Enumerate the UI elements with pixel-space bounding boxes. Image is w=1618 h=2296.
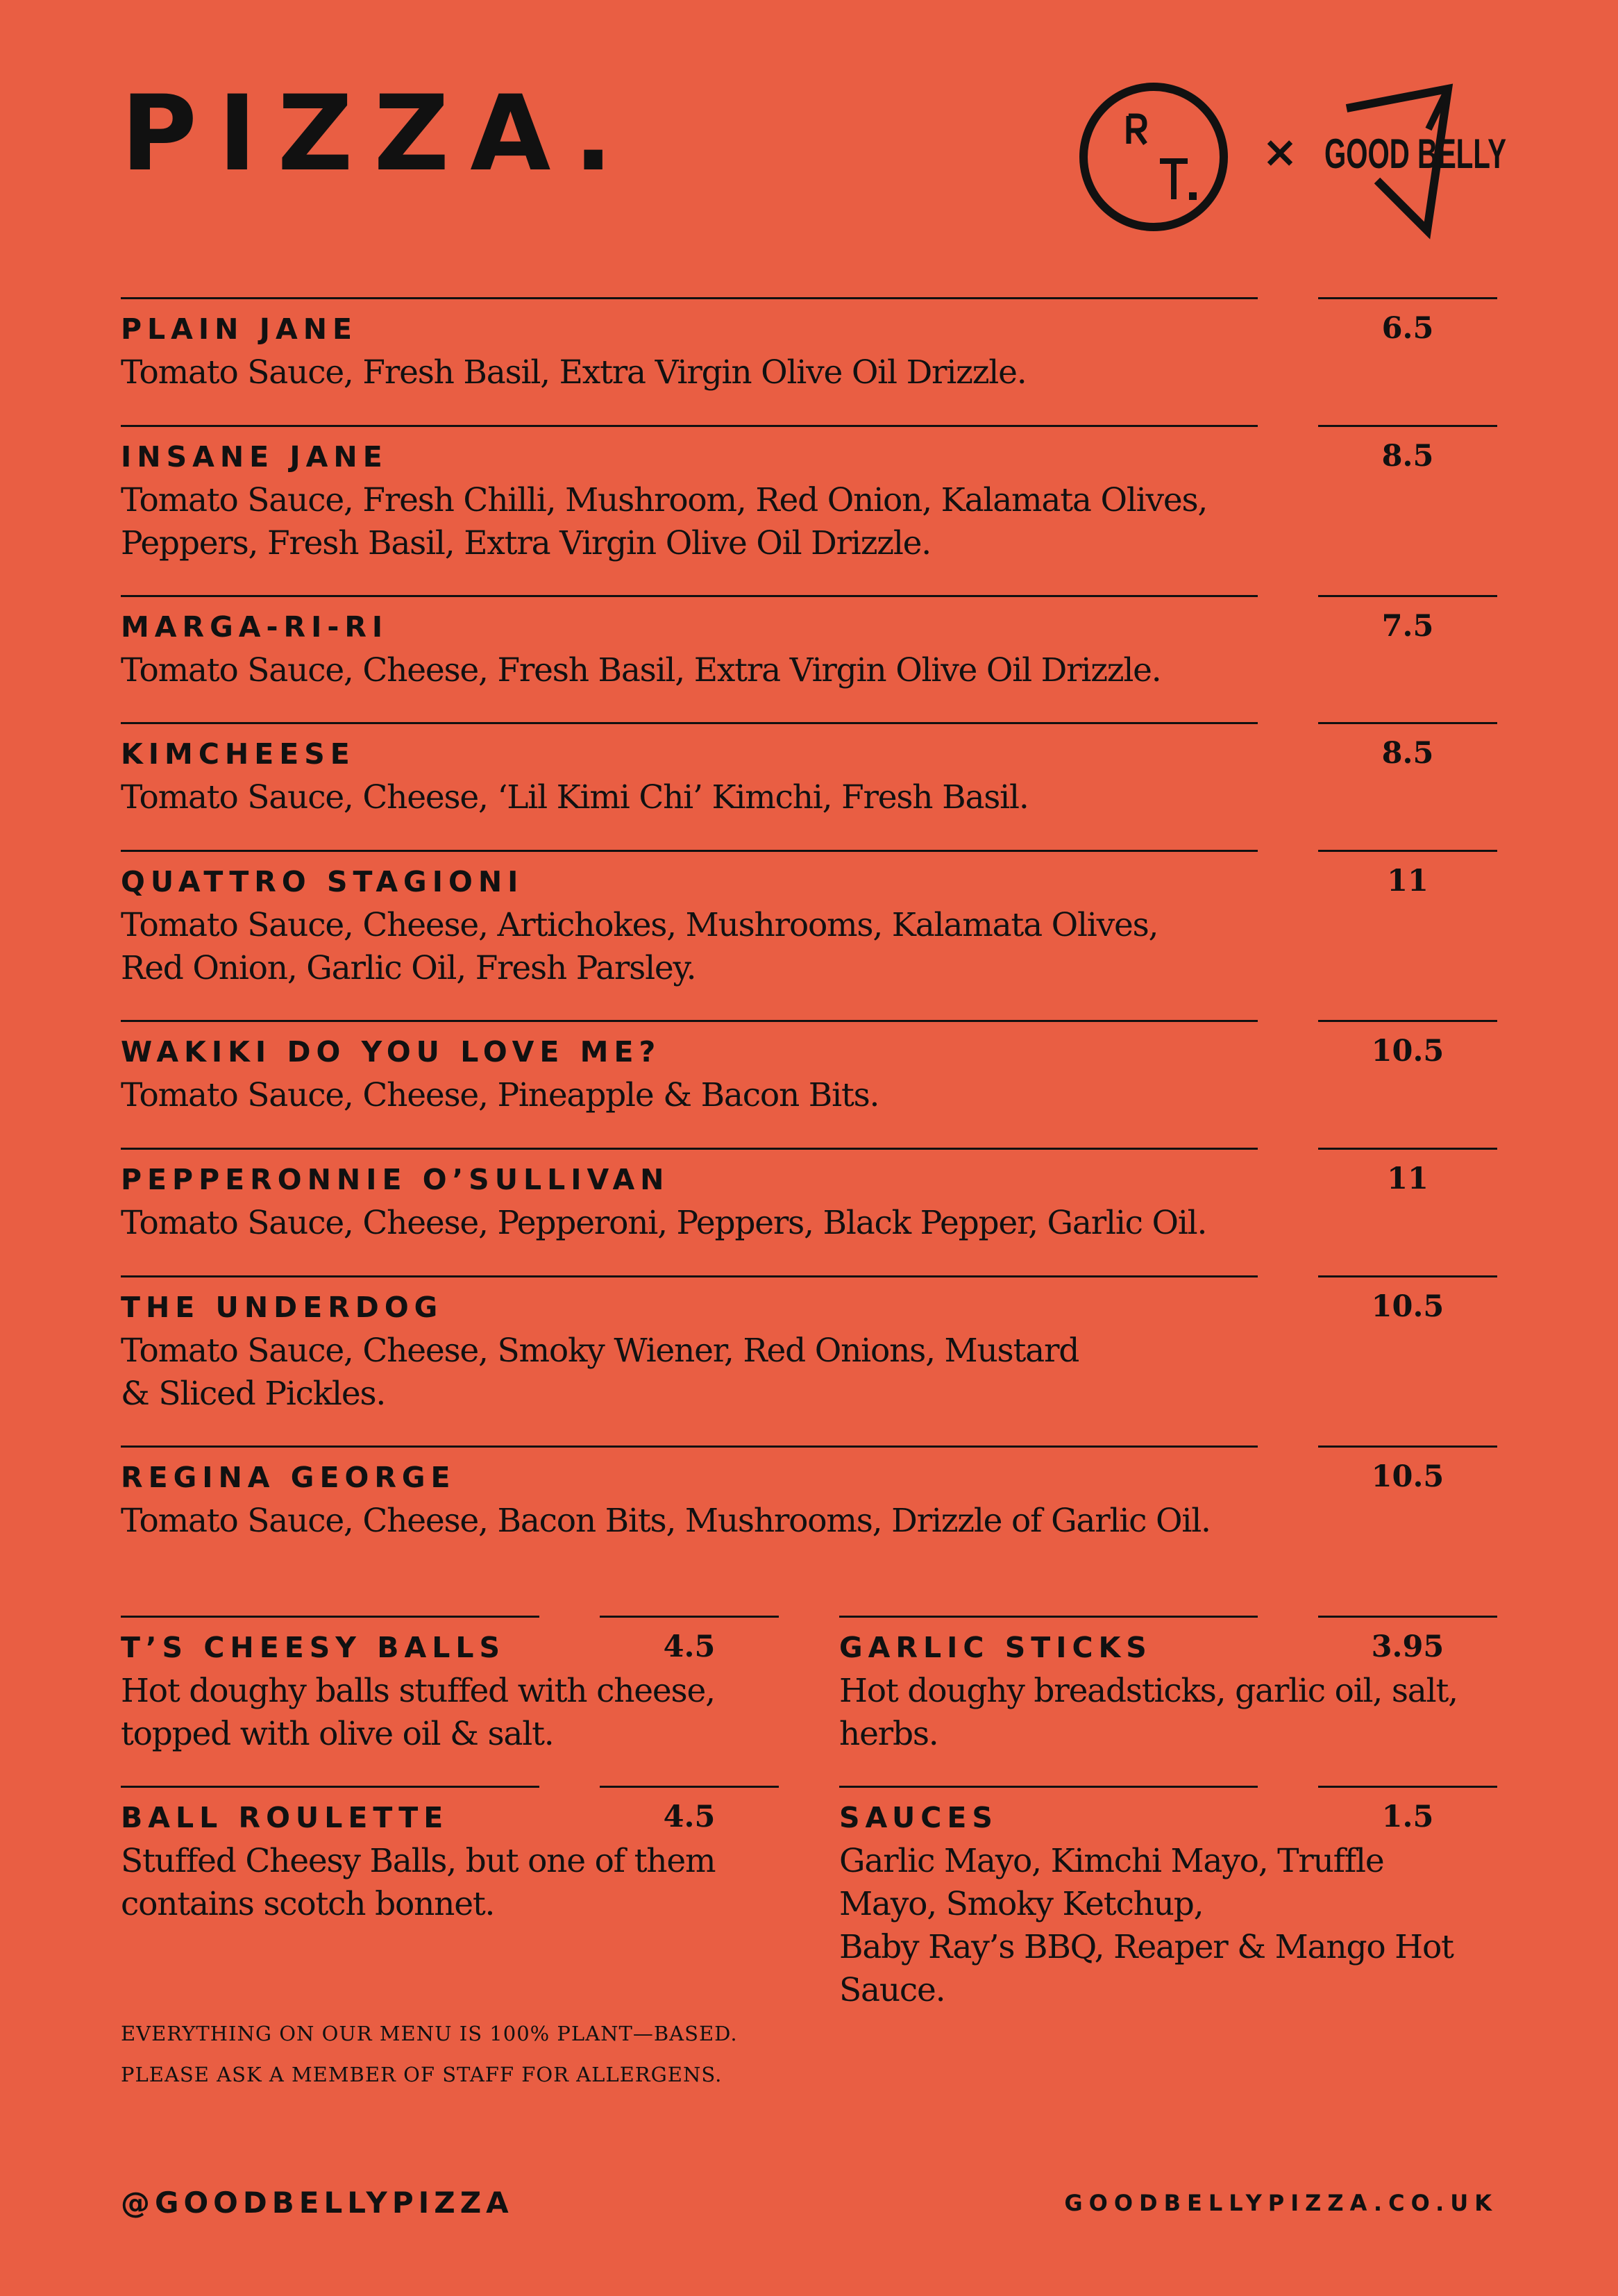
divider — [121, 297, 1258, 299]
logo-separator: × — [1262, 126, 1298, 177]
divider — [839, 1786, 1258, 1788]
item-description: Hot doughy balls stuffed with cheese, topped with olive oil & salt. — [121, 1672, 715, 1753]
divider — [1318, 1616, 1497, 1618]
divider — [121, 1020, 1258, 1022]
divider — [121, 1616, 539, 1618]
item-name: KIMCHEESE — [121, 737, 355, 771]
item-name: MARGA-RI-RI — [121, 610, 389, 644]
item-price: 7.5 — [1381, 609, 1434, 644]
good-belly-logo-text: GOOD BELLY — [1324, 131, 1506, 177]
divider — [600, 1786, 779, 1788]
item-name: QUATTRO STAGIONI — [121, 865, 524, 898]
item-price: 8.5 — [1381, 439, 1434, 474]
divider — [1318, 1275, 1497, 1277]
item-price: 4.5 — [663, 1800, 716, 1834]
item-description: Tomato Sauce, Cheese, ‘Lil Kimi Chi’ Kimchi, Fresh Basil. — [121, 778, 1029, 816]
social-handle: @GOODBELLYPIZZA — [121, 2186, 514, 2220]
item-description: Tomato Sauce, Cheese, Pineapple & Bacon Bits. — [121, 1076, 879, 1114]
item-description: Tomato Sauce, Cheese, Bacon Bits, Mushrooms, Drizzle of Garlic Oil. — [121, 1502, 1211, 1540]
item-description: Tomato Sauce, Fresh Basil, Extra Virgin Olive Oil Drizzle. — [121, 353, 1027, 392]
item-name: PEPPERONNIE O’SULLIVAN — [121, 1163, 670, 1196]
item-name: SAUCES — [839, 1801, 998, 1834]
plant-based-note: EVERYTHING ON OUR MENU IS 100% PLANT—BASED. — [121, 2022, 738, 2045]
website-url: GOODBELLYPIZZA.CO.UK — [1064, 2190, 1498, 2216]
item-name: THE UNDERDOG — [121, 1291, 444, 1324]
divider — [839, 1616, 1258, 1618]
divider — [121, 1446, 1258, 1448]
divider — [1318, 1020, 1497, 1022]
item-price: 10.5 — [1371, 1034, 1444, 1069]
divider — [1318, 850, 1497, 852]
divider — [1318, 1148, 1497, 1150]
item-price: 10.5 — [1371, 1459, 1444, 1494]
divider — [1318, 297, 1497, 299]
item-description: Tomato Sauce, Cheese, Smoky Wiener, Red Onions, Mustard & Sliced Pickles. — [121, 1332, 1079, 1413]
item-price: 4.5 — [663, 1629, 716, 1664]
good-belly-logo — [1324, 83, 1506, 236]
divider — [121, 1148, 1258, 1150]
item-price: 11 — [1387, 1162, 1429, 1196]
item-price: 3.95 — [1371, 1629, 1444, 1664]
item-description: Tomato Sauce, Fresh Chilli, Mushroom, Red Onion, Kalamata Olives, Peppers, Fresh Basil, Extra Virgin Olive Oil Drizzle. — [121, 481, 1208, 562]
item-description: Hot doughy breadsticks, garlic oil, salt, herbs. — [839, 1672, 1458, 1753]
divider — [600, 1616, 779, 1618]
divider — [1318, 722, 1497, 724]
item-price: 11 — [1387, 864, 1429, 898]
page-title: PIZZA. — [121, 74, 634, 194]
item-description: Stuffed Cheesy Balls, but one of them contains scotch bonnet. — [121, 1842, 716, 1923]
item-description: Tomato Sauce, Cheese, Pepperoni, Peppers, Black Pepper, Garlic Oil. — [121, 1204, 1207, 1242]
item-name: GARLIC STICKS — [839, 1631, 1152, 1664]
item-name: PLAIN JANE — [121, 312, 358, 346]
divider — [1318, 595, 1497, 597]
item-description: Tomato Sauce, Cheese, Artichokes, Mushrooms, Kalamata Olives, Red Onion, Garlic Oil, Fresh Parsley. — [121, 906, 1158, 987]
divider — [121, 722, 1258, 724]
item-price: 10.5 — [1371, 1289, 1444, 1324]
divider — [1318, 1786, 1497, 1788]
item-description: Tomato Sauce, Cheese, Fresh Basil, Extra Virgin Olive Oil Drizzle. — [121, 651, 1161, 689]
item-price: 1.5 — [1381, 1800, 1434, 1834]
item-name: T’S CHEESY BALLS — [121, 1631, 506, 1664]
divider — [121, 425, 1258, 427]
rt-logo — [1078, 81, 1229, 233]
divider — [1318, 1446, 1497, 1448]
item-name: BALL ROULETTE — [121, 1801, 449, 1834]
divider — [121, 1275, 1258, 1277]
item-price: 6.5 — [1381, 311, 1434, 346]
item-price: 8.5 — [1381, 736, 1434, 771]
divider — [121, 595, 1258, 597]
item-name: REGINA GEORGE — [121, 1461, 456, 1494]
divider — [121, 850, 1258, 852]
item-description: Garlic Mayo, Kimchi Mayo, Truffle Mayo, Smoky Ketchup, Baby Ray’s BBQ, Reaper & Mango Hot Sauce. — [839, 1842, 1453, 2009]
item-name: INSANE JANE — [121, 440, 388, 474]
divider — [1318, 425, 1497, 427]
item-name: WAKIKI DO YOU LOVE ME? — [121, 1035, 661, 1069]
divider — [121, 1786, 539, 1788]
rt-logo-text: RT. — [1153, 220, 1154, 221]
allergen-note: PLEASE ASK A MEMBER OF STAFF FOR ALLERGENS. — [121, 2063, 723, 2086]
